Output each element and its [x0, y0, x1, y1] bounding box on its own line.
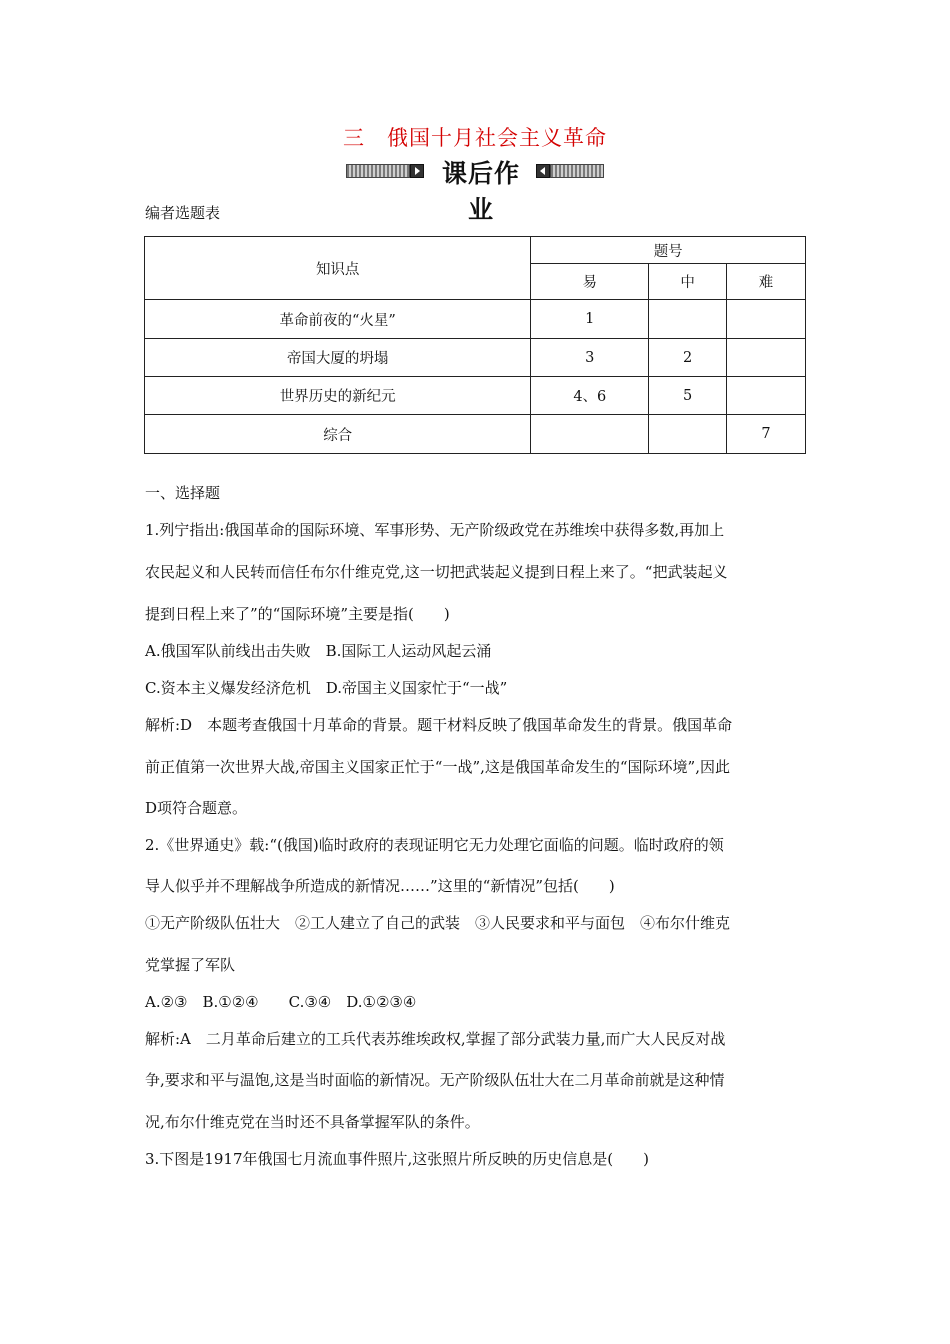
- q1-analysis-line: 解析:D 本题考查俄国十月革命的背景。题干材料反映了俄国革命发生的背景。俄国革命: [145, 716, 733, 734]
- q2-stem-line: 导人似乎并不理解战争所造成的新情况……”这里的“新情况”包括( ): [145, 877, 615, 895]
- q1-analysis-line: 前正值第一次世界大战,帝国主义国家正忙于“一战”,这是俄国革命发生的“国际环境”,因此: [145, 758, 730, 776]
- row-medium: [649, 415, 727, 454]
- row-topic: 综合: [145, 415, 531, 454]
- q1-options: A.俄国军队前线出击失败 B.国际工人运动风起云涌: [145, 642, 492, 660]
- q2-analysis-line: 况,布尔什维克党在当时还不具备掌握军队的条件。: [145, 1113, 480, 1131]
- row-easy: 4、6: [531, 377, 649, 415]
- row-topic: 帝国大厦的坍塌: [145, 339, 531, 377]
- row-hard: 7: [727, 415, 806, 454]
- level-medium: 中: [649, 264, 727, 300]
- q1-analysis-line: D项符合题意。: [145, 799, 248, 817]
- q2-options: A.②③ B.①②④ C.③④ D.①②③④: [145, 993, 417, 1011]
- topic-table: [144, 236, 806, 454]
- row-hard: [727, 339, 806, 377]
- q1-options: C.资本主义爆发经济危机 D.帝国主义国家忙于“一战”: [145, 679, 508, 697]
- q2-choices-line: 党掌握了军队: [145, 956, 236, 974]
- row-topic: 世界历史的新纪元: [145, 377, 531, 415]
- q2-analysis-line: 解析:A 二月革命后建立的工兵代表苏维埃政权,掌握了部分武装力量,而广大人民反对战: [145, 1030, 726, 1048]
- level-easy: 易: [531, 264, 649, 300]
- knowledge-header: 知识点: [145, 237, 531, 300]
- play-icon: [410, 164, 424, 178]
- row-easy: 3: [531, 339, 649, 377]
- homework-banner: [346, 156, 604, 224]
- table-row: [145, 415, 806, 454]
- q2-stem-line: 2.《世界通史》载:“(俄国)临时政府的表现证明它无力处理它面临的问题。临时政府的领: [145, 836, 724, 854]
- row-medium: [649, 300, 727, 339]
- q1-stem-line: 1.列宁指出:俄国革命的国际环境、军事形势、无产阶级政党在苏维埃中获得多数,再加上: [145, 521, 725, 539]
- row-easy: 1: [531, 300, 649, 339]
- row-topic: 革命前夜的“火星”: [145, 300, 531, 339]
- banner-right-bar: [550, 164, 604, 178]
- row-hard: [727, 300, 806, 339]
- row-easy: [531, 415, 649, 454]
- q2-choices-line: ①无产阶级队伍壮大 ②工人建立了自己的武装 ③人民要求和平与面包 ④布尔什维克: [145, 914, 731, 932]
- row-medium: 2: [649, 339, 727, 377]
- level-hard: 难: [727, 264, 806, 300]
- section-heading: 一、选择题: [145, 484, 221, 502]
- q1-stem-line: 农民起义和人民转而信任布尔什维克党,这一切把武装起义提到日程上来了。“把武装起义: [145, 563, 728, 581]
- table-label: 编者选题表: [145, 204, 221, 222]
- table-row: [145, 339, 806, 377]
- q1-stem-line: 提到日程上来了”的“国际环境”主要是指( ): [145, 605, 450, 623]
- table-row: [145, 377, 806, 415]
- q2-analysis-line: 争,要求和平与温饱,这是当时面临的新情况。无产阶级队伍壮大在二月革命前就是这种情: [145, 1071, 725, 1089]
- q3-stem-line: 3.下图是1917年俄国七月流血事件照片,这张照片所反映的历史信息是( ): [145, 1150, 649, 1168]
- row-hard: [727, 377, 806, 415]
- table-row: [145, 300, 806, 339]
- banner-text: 课后作业: [441, 159, 520, 224]
- banner-left-bar: [346, 164, 410, 178]
- number-header: 题号: [531, 237, 806, 264]
- page-title: 三 俄国十月社会主义革命: [343, 126, 607, 150]
- back-icon: [536, 164, 550, 178]
- row-medium: 5: [649, 377, 727, 415]
